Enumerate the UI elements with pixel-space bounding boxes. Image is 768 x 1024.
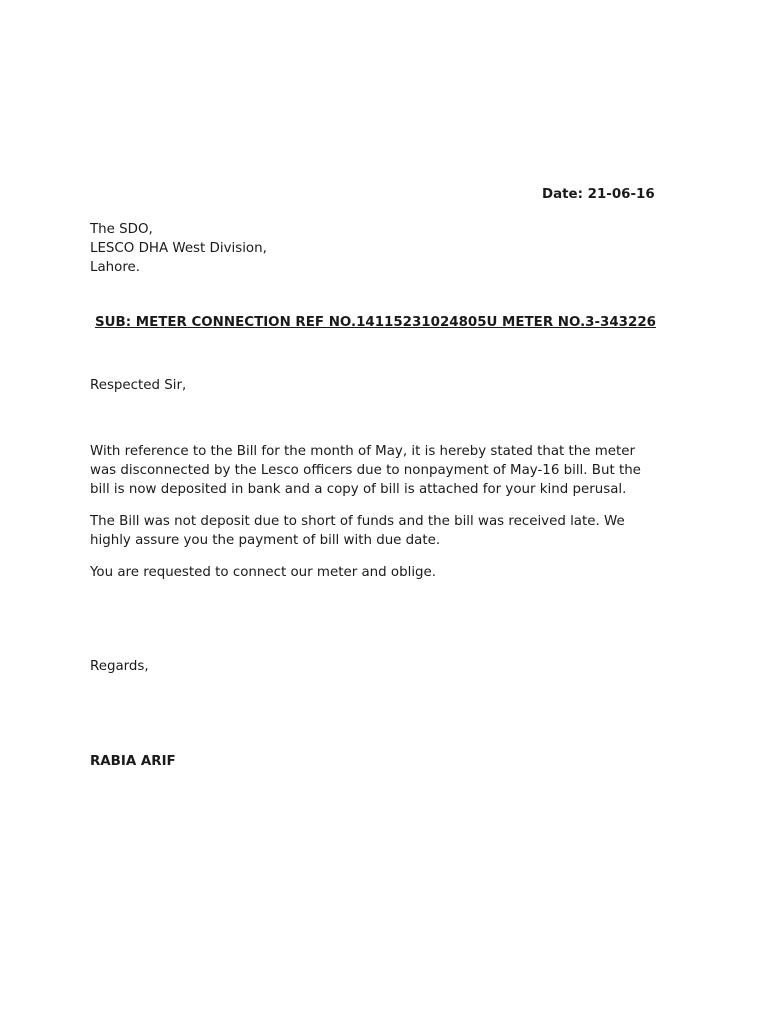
paragraph-line: bill is now deposited in bank and a copy of bill is attached for your kind perusal.: [90, 482, 627, 497]
body-paragraph-1: [90, 442, 690, 499]
recipient-organization: LESCO DHA West Division,: [90, 241, 267, 256]
recipient-city: Lahore.: [90, 260, 141, 275]
paragraph-line: With reference to the Bill for the month of May, it is hereby stated that the meter: [90, 444, 636, 459]
letter-date: Date: 21-06-16: [542, 187, 655, 202]
letter-subject: SUB: METER CONNECTION REF NO.14115231024805U METER NO.3-343226: [95, 315, 656, 330]
body-paragraph-3: [90, 563, 690, 582]
paragraph-line: You are requested to connect our meter and oblige.: [90, 565, 437, 580]
recipient-title: The SDO,: [90, 222, 153, 237]
body-paragraph-2: [90, 512, 690, 550]
sender-name: RABIA ARIF: [90, 754, 176, 769]
letter-closing: Regards,: [90, 659, 149, 674]
letter-salutation: Respected Sir,: [90, 378, 187, 393]
paragraph-line: highly assure you the payment of bill with due date.: [90, 533, 441, 548]
paragraph-line: The Bill was not deposit due to short of funds and the bill was received late. We: [90, 514, 625, 529]
recipient-address: [90, 220, 267, 277]
paragraph-line: was disconnected by the Lesco officers due to nonpayment of May-16 bill. But the: [90, 463, 641, 478]
